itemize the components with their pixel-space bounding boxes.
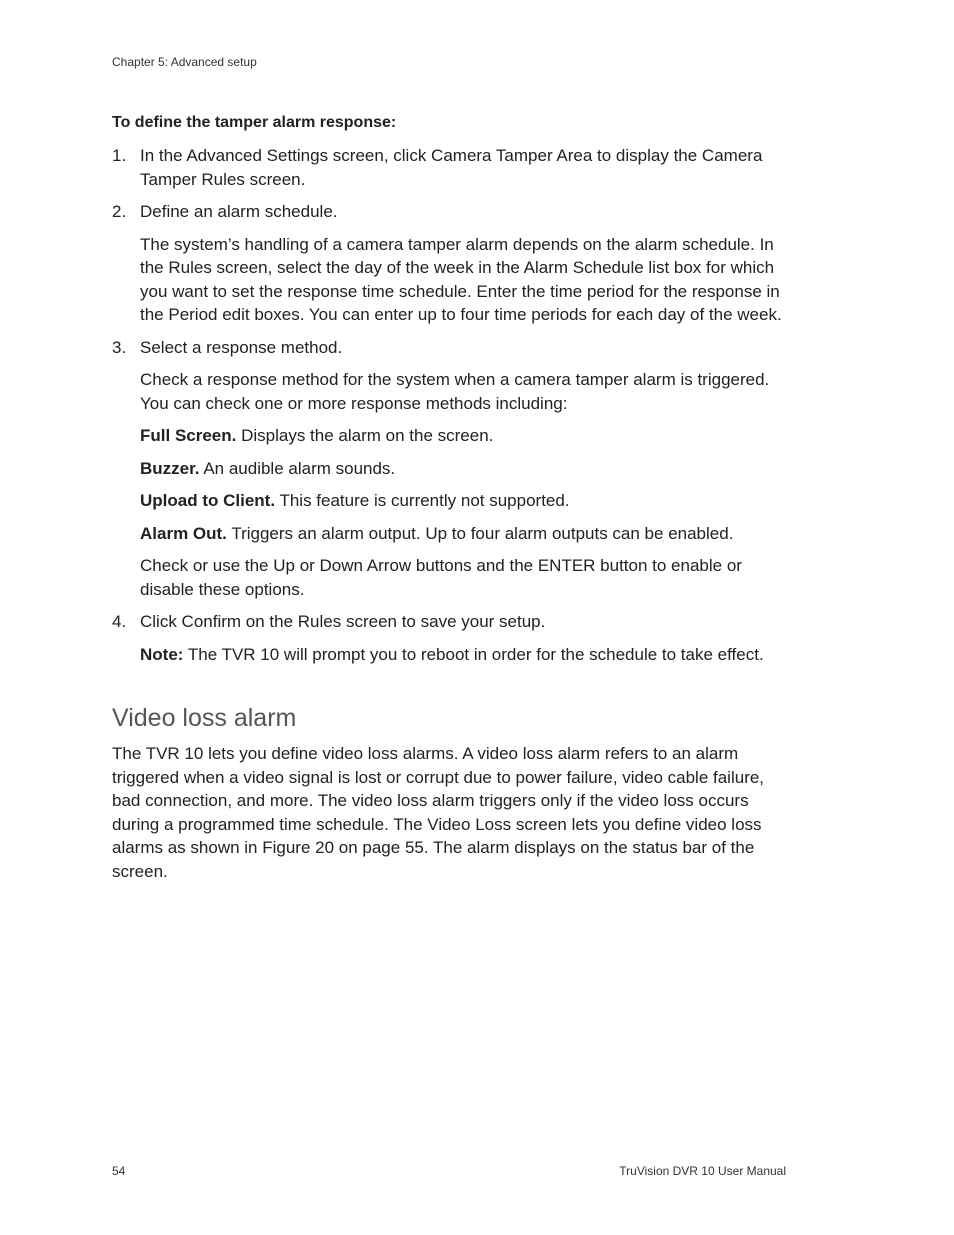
- step-text: Define an alarm schedule.: [140, 202, 338, 221]
- option-term: Alarm Out.: [140, 523, 227, 543]
- step-number: 1.: [112, 146, 127, 165]
- option-upload-to-client: [140, 489, 792, 513]
- section-title: Video loss alarm: [112, 704, 297, 732]
- option-full-screen: [140, 424, 792, 448]
- manual-title: TruVision DVR 10 User Manual: [619, 1164, 786, 1178]
- step-number: 2.: [112, 202, 127, 221]
- step-3-after: Check or use the Up or Down Arrow buttons and the ENTER button to enable or disable these options.: [140, 556, 742, 599]
- option-desc: This feature is currently not supported.: [275, 491, 570, 510]
- step-text: In the Advanced Settings screen, click Camera Tamper Area to display the Camera Tamper Rules screen.: [140, 146, 763, 189]
- step-2-detail: The system’s handling of a camera tamper alarm depends on the alarm schedule. In the Rules screen, select the day of the week in the Alarm Schedule list box for which you want to set the response time schedule. Enter the time period for the response in the Period edit boxes. You can enter up to four time periods for each day of the week.: [140, 234, 782, 324]
- option-desc: An audible alarm sounds.: [199, 458, 396, 478]
- option-buzzer: [140, 457, 792, 481]
- note: [140, 643, 792, 667]
- step-number: 4.: [112, 612, 127, 631]
- section-body: The TVR 10 lets you define video loss alarms. A video loss alarm refers to an alarm triggered when a video signal is lost or corrupt due to power failure, video cable failure, bad connection, and more. The video loss alarm triggers only if the video loss occurs during a programmed time schedule. The Video Loss screen lets you define video loss alarms as shown in Figure 20 on page 55. The alarm displays on the status bar of the screen.: [112, 744, 765, 881]
- page-number: 54: [112, 1164, 126, 1178]
- running-header: Chapter 5: Advanced setup: [112, 55, 257, 69]
- procedure-heading: To define the tamper alarm response:: [112, 114, 397, 131]
- step-3-detail: Check a response method for the system when a camera tamper alarm is triggered. You can check one or more response methods including:: [140, 370, 770, 413]
- option-term: Full Screen.: [140, 426, 237, 445]
- page-content: [112, 112, 792, 883]
- step-2: [112, 200, 792, 224]
- option-desc: Triggers an alarm output. Up to four alarm outputs can be enabled.: [226, 523, 734, 543]
- step-4: [112, 610, 792, 634]
- step-3: [112, 336, 792, 360]
- option-desc: Displays the alarm on the screen.: [236, 426, 494, 445]
- option-term: Buzzer.: [140, 458, 200, 478]
- step-number: 3.: [112, 337, 127, 357]
- option-alarm-out: [140, 522, 792, 546]
- note-text: The TVR 10 will prompt you to reboot in order for the schedule to take effect.: [183, 644, 764, 664]
- step-1: [112, 144, 792, 191]
- step-text: Select a response method.: [140, 337, 343, 357]
- step-text: Click Confirm on the Rules screen to save your setup.: [140, 612, 546, 631]
- note-label: Note:: [140, 644, 184, 664]
- option-term: Upload to Client.: [140, 491, 276, 510]
